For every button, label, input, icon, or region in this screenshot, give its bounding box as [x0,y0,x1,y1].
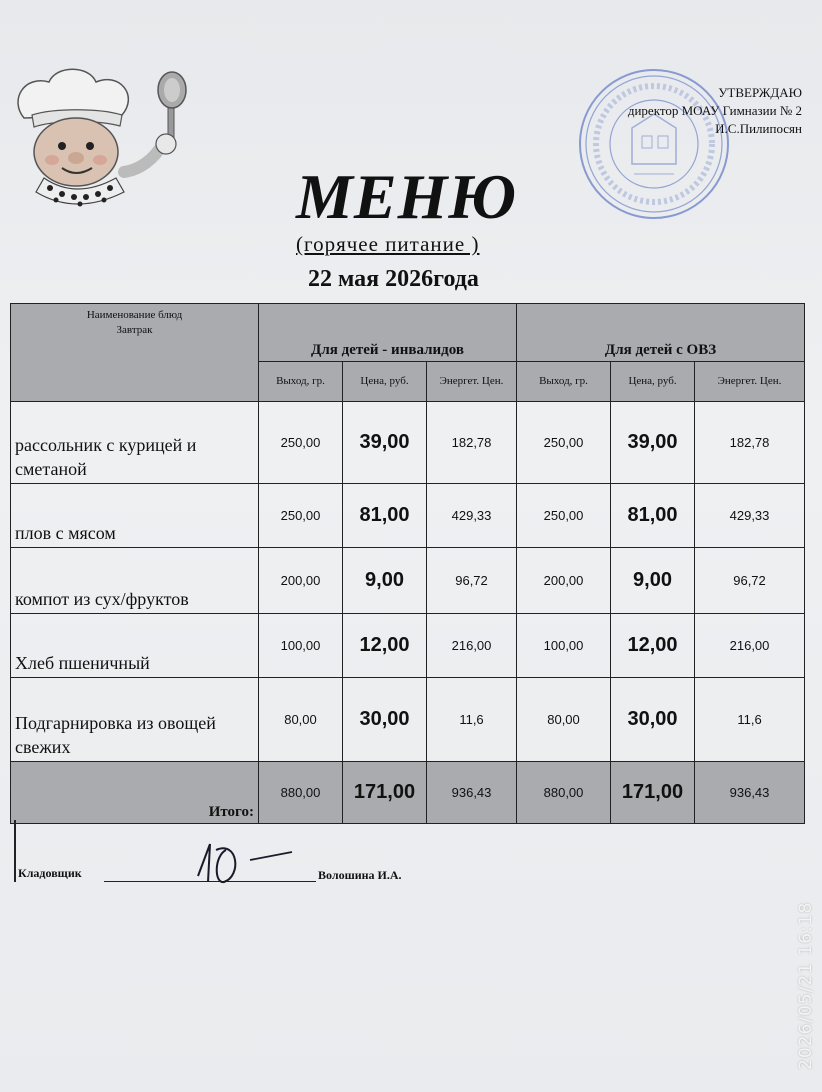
col-energy-header: Энергет. Цен. [695,362,805,402]
col-out-header: Выход, гр. [517,362,611,402]
output-value: 250,00 [517,484,611,548]
energy-value: 96,72 [427,548,517,614]
energy-value: 11,6 [695,678,805,762]
output-value: 80,00 [517,678,611,762]
energy-value: 216,00 [427,614,517,678]
menu-table [10,303,805,824]
total-row [11,762,805,824]
energy-value: 182,78 [427,402,517,484]
price-value: 9,00 [343,548,427,614]
price-value: 30,00 [611,678,695,762]
price-value: 12,00 [343,614,427,678]
table-row [11,484,805,548]
output-value: 250,00 [259,484,343,548]
total-label: Итого: [11,762,259,824]
group-disabled-header: Для детей - инвалидов [259,304,517,362]
table-row [11,402,805,484]
table-row [11,678,805,762]
col-price-header: Цена, руб. [611,362,695,402]
dish-name: компот из сух/фруктов [11,548,259,614]
dish-name: рассольник с курицей и сметаной [11,402,259,484]
output-value: 80,00 [259,678,343,762]
price-value: 39,00 [611,402,695,484]
energy-value: 429,33 [695,484,805,548]
dish-name: плов с мясом [11,484,259,548]
price-value: 81,00 [343,484,427,548]
approve-position: директор МОАУ Гимназии № 2 [627,103,802,118]
energy-value: 182,78 [695,402,805,484]
total-energy: 936,43 [427,762,517,824]
approve-title: УТВЕРЖДАЮ [718,85,802,100]
output-value: 200,00 [517,548,611,614]
col-out-header: Выход, гр. [259,362,343,402]
meal-label: Завтрак [116,324,153,336]
price-value: 81,00 [611,484,695,548]
approve-name: И.С.Пилипосян [715,121,802,136]
table-row [11,614,805,678]
total-price: 171,00 [343,762,427,824]
menu-date: 22 мая 2026года [308,266,479,292]
table-row [11,548,805,614]
price-value: 9,00 [611,548,695,614]
output-value: 250,00 [259,402,343,484]
dish-name: Хлеб пшеничный [11,614,259,678]
total-energy: 936,43 [695,762,805,824]
storekeeper-label: Кладовщик [18,866,82,880]
approval-block [628,84,802,138]
total-price: 171,00 [611,762,695,824]
dish-name: Подгарнировка из овощей свежих [11,678,259,762]
page-title: МЕНЮ [296,161,517,232]
price-value: 39,00 [343,402,427,484]
col-price-header: Цена, руб. [343,362,427,402]
energy-value: 216,00 [695,614,805,678]
energy-value: 11,6 [427,678,517,762]
output-value: 100,00 [259,614,343,678]
output-value: 250,00 [517,402,611,484]
dish-header-cell [11,304,259,402]
col-energy-header: Энергет. Цен. [427,362,517,402]
output-value: 100,00 [517,614,611,678]
chef-illustration [4,60,194,210]
photo-timestamp: 2026/05/21 16:18 [796,901,816,1070]
dish-header-label: Наименование блюд [86,309,183,321]
price-value: 12,00 [611,614,695,678]
table-edge-line [14,820,16,882]
energy-value: 429,33 [427,484,517,548]
total-output: 880,00 [517,762,611,824]
energy-value: 96,72 [695,548,805,614]
output-value: 200,00 [259,548,343,614]
table-header-row [11,304,805,362]
total-output: 880,00 [259,762,343,824]
price-value: 30,00 [343,678,427,762]
storekeeper-name: Волошина И.А. [318,868,402,882]
group-ovz-header: Для детей с ОВЗ [517,304,805,362]
handwritten-signature [180,836,300,888]
page-subtitle: (горячее питание ) [296,232,480,256]
